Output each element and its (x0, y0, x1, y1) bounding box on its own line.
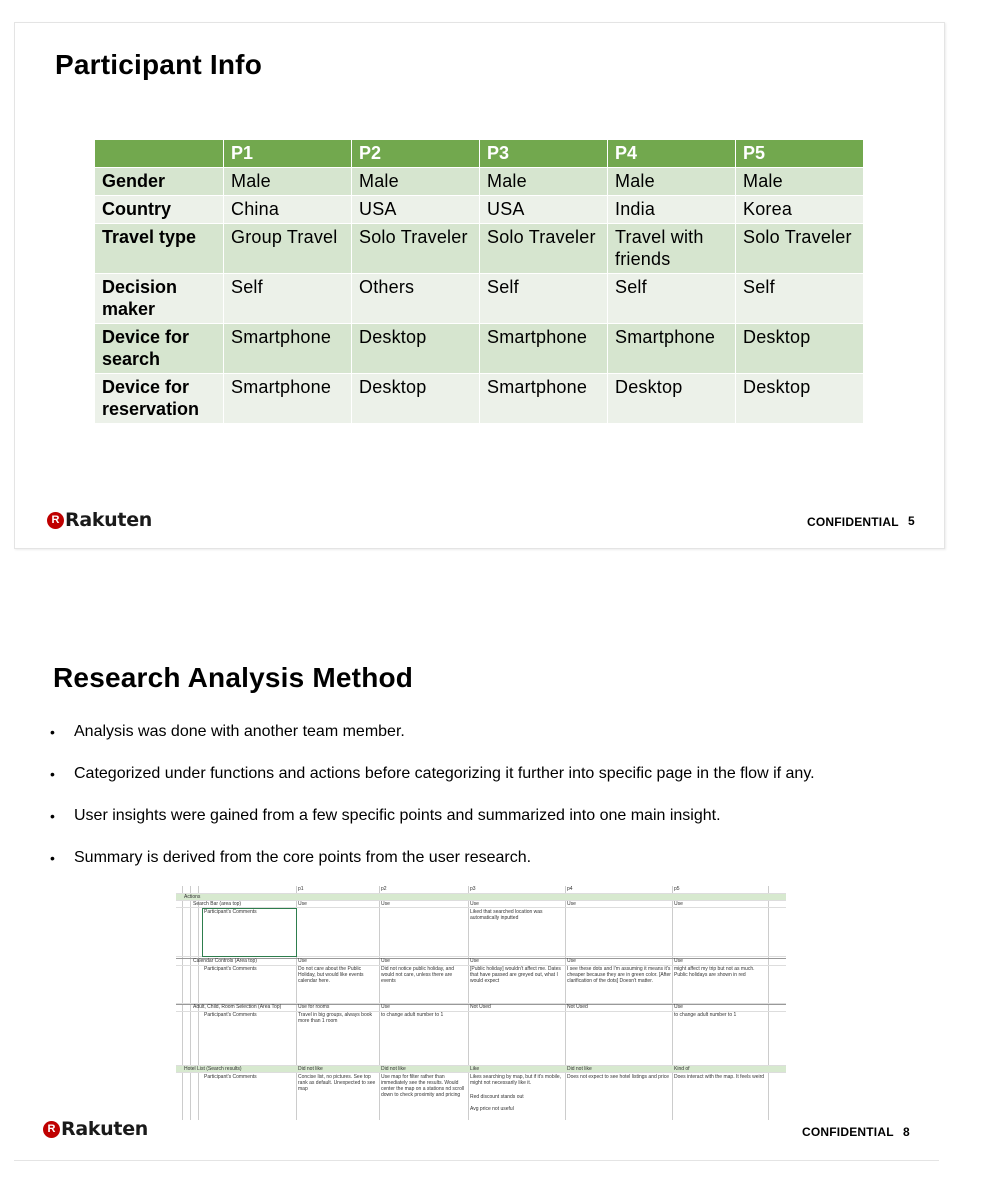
status-cell: Did not like (381, 1066, 406, 1072)
table-cell: Self (224, 274, 352, 324)
actions-row (176, 894, 786, 901)
table-cell: Smartphone (480, 374, 608, 424)
header-cell: P3 (480, 140, 608, 168)
page-number: 5 (908, 514, 915, 528)
slide-title: Research Analysis Method (53, 662, 414, 693)
status-cell: Use (674, 901, 683, 907)
table-cell: USA (480, 196, 608, 224)
status-cell: Use (470, 958, 479, 964)
status-cell: Use (381, 958, 390, 964)
comment-cell: to change adult number to 1 (381, 1012, 444, 1018)
status-cell: Did not like (567, 1066, 592, 1072)
row-label: Device for search (95, 324, 224, 374)
comment-cell: [Public holiday] wouldn't affect me. Dates that have passed are greyed out, what I would expect (470, 966, 561, 984)
status-cell: Use (470, 901, 479, 907)
bullet-text: Categorized under functions and actions before categorizing it further into specific page in the flow if any. (74, 765, 815, 782)
header-cell: P1 (224, 140, 352, 168)
table-cell: Self (608, 274, 736, 324)
col-header: p1 (298, 886, 304, 892)
comment-cell: Did not notice public holiday, and would not care, unless there are events (381, 966, 455, 984)
comment-cell: might affect my trip but not as much. Public holidays are shown in red (674, 966, 755, 978)
table-cell: Travel with friends (608, 224, 736, 274)
bullet-item (50, 806, 815, 848)
table-cell: China (224, 196, 352, 224)
actions-label: Actions (184, 894, 201, 900)
page-number: 8 (903, 1125, 910, 1139)
status-cell: Use (381, 1004, 390, 1010)
bullet-item (50, 722, 815, 764)
status-cell: Use (381, 901, 390, 907)
table-cell: Self (736, 274, 864, 324)
slide-research-method (14, 632, 939, 1161)
table-cell: Desktop (736, 324, 864, 374)
comments-label: Participant's Comments (204, 966, 257, 972)
status-cell: Use (298, 901, 307, 907)
header-cell: P2 (352, 140, 480, 168)
col-header: p4 (567, 886, 573, 892)
sheet-header-row (176, 886, 786, 894)
rakuten-logo (43, 1118, 148, 1140)
table-row (95, 274, 864, 324)
comment-cell: Do not care about the Public Holiday, but would like events calendar here. (298, 966, 364, 984)
comment-cell: Likes searching by map, but if it's mobile, might not necessarily like it. (470, 1074, 561, 1086)
table-cell: Male (480, 168, 608, 196)
table-cell: Smartphone (608, 324, 736, 374)
section-name: Search Bar (area top) (193, 901, 242, 907)
row-label: Gender (95, 168, 224, 196)
col-header: p2 (381, 886, 387, 892)
comment-cell: to change adult number to 1 (674, 1012, 737, 1018)
header-cell: P5 (736, 140, 864, 168)
comment-cell: Red discount stands out (470, 1094, 524, 1100)
table-cell: USA (352, 196, 480, 224)
status-cell: Use (567, 958, 576, 964)
rakuten-r-icon: R (47, 512, 64, 529)
table-cell: Smartphone (480, 324, 608, 374)
comment-cell: Use map for filter rather than immediately see the results. Would center the map on a stations nd scroll down to check proximity and pricing (381, 1074, 465, 1098)
table-row (95, 224, 864, 274)
bullet-item (50, 764, 815, 806)
comment-cell: Avg price not useful (470, 1106, 514, 1112)
status-cell: Use for rooms (298, 1004, 330, 1010)
participant-table (94, 139, 864, 424)
table-cell: Male (224, 168, 352, 196)
table-cell: Self (480, 274, 608, 324)
slide-participant-info (14, 22, 945, 549)
table-cell: Solo Traveler (352, 224, 480, 274)
status-cell: Use (298, 958, 307, 964)
table-cell: Male (608, 168, 736, 196)
section-name: Hotel List (Search results) (184, 1066, 242, 1072)
table-row (95, 374, 864, 424)
comments-label: Participant's Comments (204, 909, 257, 915)
comments-row (176, 1011, 786, 1066)
table-cell: Desktop (608, 374, 736, 424)
comment-cell: Liked that searched location was automatically inputted (470, 909, 543, 921)
bullet-text: Summary is derived from the core points from the user research. (74, 849, 532, 866)
rakuten-logo (47, 509, 152, 531)
confidential-label: CONFIDENTIAL (807, 515, 899, 529)
status-cell: Like (470, 1066, 480, 1072)
logo-text: Rakuten (65, 509, 153, 531)
row-label: Decision maker (95, 274, 224, 324)
analysis-spreadsheet (176, 886, 786, 1120)
rakuten-r-icon: R (43, 1121, 60, 1138)
status-cell: Not Used (470, 1004, 491, 1010)
row-label: Country (95, 196, 224, 224)
table-cell: Male (736, 168, 864, 196)
section-row (176, 1066, 786, 1073)
section-name: Adult, Child, Room Selection (Area Top) (193, 1004, 282, 1010)
table-header-row (95, 140, 864, 168)
comments-label: Participant's Comments (204, 1012, 257, 1018)
slide-title: Participant Info (55, 49, 262, 80)
status-cell: Use (567, 901, 576, 907)
confidential-label: CONFIDENTIAL (802, 1125, 894, 1139)
col-header: p3 (470, 886, 476, 892)
table-cell: Others (352, 274, 480, 324)
table-cell: Male (352, 168, 480, 196)
status-cell: Not Used (567, 1004, 588, 1010)
bullet-text: Analysis was done with another team member. (74, 723, 405, 740)
bullet-dot-icon: • (50, 808, 55, 824)
comment-cell: Does interact with the map. It feels weird (674, 1074, 765, 1080)
status-cell: Use (674, 1004, 683, 1010)
status-cell: Did not like (298, 1066, 323, 1072)
table-cell: Desktop (352, 374, 480, 424)
bullet-dot-icon: • (50, 850, 55, 866)
table-cell: Desktop (352, 324, 480, 374)
comment-cell: Travel in big groups, always book more than 1 room (298, 1012, 373, 1024)
comment-cell: Does not expect to see hotel listings and price (567, 1074, 670, 1080)
section-row (176, 901, 786, 908)
section-name: Calendar Controls (Area top) (193, 958, 257, 964)
logo-text: Rakuten (61, 1118, 149, 1140)
bullet-text: User insights were gained from a few specific points and summarized into one main insight. (74, 807, 721, 824)
table-cell: Group Travel (224, 224, 352, 274)
table-cell: Desktop (736, 374, 864, 424)
table-row (95, 196, 864, 224)
bullet-dot-icon: • (50, 766, 55, 782)
table-cell: Korea (736, 196, 864, 224)
table-cell: Smartphone (224, 374, 352, 424)
table-row (95, 324, 864, 374)
header-cell (95, 140, 224, 168)
comment-cell: Concise list, no pictures. See top rank as default. Unexpected to see map (298, 1074, 376, 1092)
status-cell: Use (674, 958, 683, 964)
comment-cell: I see these dots and I'm assuming it means it's cheaper because they are in green color. [After clarification of the dots] Doesn't matter. (567, 966, 671, 984)
table-cell: Solo Traveler (480, 224, 608, 274)
bullet-dot-icon: • (50, 724, 55, 740)
bullet-item (50, 848, 815, 890)
col-header: p5 (674, 886, 680, 892)
bullet-list (50, 722, 815, 890)
table-row (95, 168, 864, 196)
table-cell: Solo Traveler (736, 224, 864, 274)
status-cell: Kind of (674, 1066, 690, 1072)
row-label: Device for reservation (95, 374, 224, 424)
selected-cell (202, 908, 297, 957)
table-cell: Smartphone (224, 324, 352, 374)
comments-label: Participant's Comments (204, 1074, 257, 1080)
row-label: Travel type (95, 224, 224, 274)
header-cell: P4 (608, 140, 736, 168)
table-cell: India (608, 196, 736, 224)
